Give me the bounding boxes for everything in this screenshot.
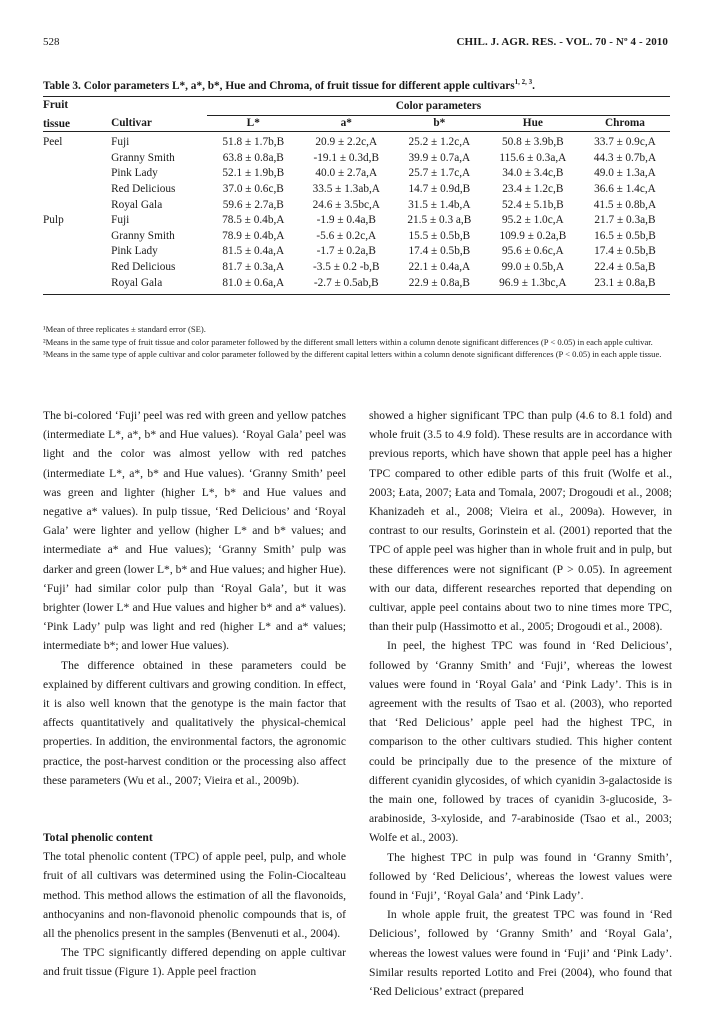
- cell-b: 21.5 ± 0.3 a,B: [407, 214, 472, 227]
- page-number: 528: [43, 36, 60, 48]
- cell-a: -1.9 ± 0.4a,B: [316, 214, 376, 227]
- cell-a: 20.9 ± 2.2c,A: [315, 136, 378, 149]
- cell-l: 81.5 ± 0.4a,A: [222, 245, 285, 258]
- cell-chroma: 44.3 ± 0.7b,A: [593, 151, 657, 164]
- footnote-1: ¹Mean of three replicates ± standard error (SE).: [43, 324, 206, 334]
- cell-cultivar: Red Delicious: [111, 260, 176, 273]
- cell-b: 15.5 ± 0.5b,B: [408, 229, 471, 242]
- cell-cultivar: Royal Gala: [97, 276, 207, 295]
- cell-chroma: 22.4 ± 0.5a,B: [594, 260, 656, 273]
- table-row: [43, 229, 670, 245]
- table-row: [43, 198, 670, 214]
- right-text-column: [369, 406, 672, 1001]
- cell-l: 59.6 ± 2.7a,B: [222, 198, 284, 211]
- header-color-parameters: Color parameters: [207, 97, 670, 116]
- cell-a: 33.5 ± 1.3ab,A: [312, 182, 380, 195]
- cell-l: 51.8 ± 1.7b,B: [222, 136, 285, 149]
- header-fruit-tissue: [43, 97, 97, 116]
- cell-l: 52.1 ± 1.9b,B: [222, 167, 285, 180]
- table-row: [43, 244, 670, 260]
- cell-hue: 96.9 ± 1.3bc,A: [486, 276, 580, 295]
- table-row: [43, 151, 670, 167]
- footnote-2: ²Means in the same type of fruit tissue and color parameter followed by the different small letters within a column denote significant differences (P < 0.05) in each apple cultivar.: [43, 336, 653, 347]
- cell-chroma: 49.0 ± 1.3a,A: [594, 167, 656, 180]
- cell-b: 17.4 ± 0.5b,B: [408, 245, 471, 258]
- cell-chroma: 33.7 ± 0.9c,A: [594, 136, 656, 149]
- section-heading-total-phenolic: Total phenolic content: [43, 831, 153, 845]
- color-parameters-table: [43, 96, 670, 295]
- cell-hue: 50.8 ± 3.9b,B: [501, 136, 564, 149]
- table-row: [43, 276, 670, 295]
- cell-b: 31.5 ± 1.4b,A: [408, 198, 471, 211]
- paragraph-tpc-differences: The TPC significantly differed depending on apple cultivar and fruit tissue (Figure 1). Apple peel fraction: [43, 946, 346, 979]
- cell-chroma: 36.6 ± 1.4c,A: [594, 182, 656, 195]
- cell-b: 25.7 ± 1.7c,A: [408, 167, 471, 180]
- header-fruit-tissue-line2: tissue: [43, 115, 97, 132]
- table-caption: Table 3. Color parameters L*, a*, b*, Hue and Chroma, of fruit tissue for different apple cultivars$^{1, 2, 3}$.: [43, 78, 535, 92]
- paragraph-tpc-pulp: The highest TPC in pulp was found in ‘Granny Smith’, followed by ‘Red Delicious’, whereas the lowest values were found in ‘Fuji’, ‘Royal Gala’ and ‘Pink Lady’.: [369, 850, 672, 903]
- paragraph-tpc-method: The total phenolic content (TPC) of apple peel, pulp, and whole fruit of all cultivars was determined using the Folin-Ciocalteau method. This method allows the estimation of all the flavonoids, anthocyanins and non-flavonoid phenolic compounds that is, of all the phenolics present in the samples (Benvenuti et al., 2004).: [43, 850, 346, 941]
- cell-b: 14.7 ± 0.9d,B: [408, 182, 471, 195]
- cell-cultivar: Fuji: [111, 214, 130, 227]
- cell-fruit-tissue: [43, 166, 97, 182]
- cell-fruit-tissue: Peel: [43, 136, 63, 149]
- cell-l: 37.0 ± 0.6c,B: [222, 182, 284, 195]
- journal-running-head: CHIL. J. AGR. RES. - VOL. 70 - Nº 4 - 2010: [456, 36, 668, 48]
- cell-hue: 95.2 ± 1.0c,A: [501, 214, 564, 227]
- header-fruit-tissue-line1: Fruit: [43, 99, 69, 111]
- cell-b: 22.9 ± 0.8a,B: [393, 276, 486, 295]
- cell-a: -5.6 ± 0.2c,A: [316, 229, 377, 242]
- cell-hue: 109.9 ± 0.2a,B: [499, 229, 567, 242]
- header-b-star: b*: [393, 115, 486, 132]
- table-row: [43, 132, 670, 151]
- table-row: [43, 166, 670, 182]
- cell-cultivar: Granny Smith: [111, 229, 175, 242]
- cell-hue: 34.0 ± 3.4c,B: [502, 167, 564, 180]
- cell-fruit-tissue: [43, 182, 97, 198]
- cell-b: 25.2 ± 1.2c,A: [408, 136, 471, 149]
- header-chroma: Chroma: [580, 115, 670, 132]
- cell-l: 78.9 ± 0.4b,A: [222, 229, 285, 242]
- cell-a: -19.1 ± 0.3d,B: [313, 151, 380, 164]
- cell-chroma: 21.7 ± 0.3a,B: [594, 214, 656, 227]
- table-body: [43, 132, 670, 295]
- table-row: [43, 260, 670, 276]
- cell-cultivar: Granny Smith: [111, 151, 175, 164]
- table-footnotes: [43, 323, 673, 361]
- cell-b: 39.9 ± 0.7a,A: [408, 151, 471, 164]
- cell-a: -2.7 ± 0.5ab,B: [300, 276, 393, 295]
- cell-fruit-tissue: [43, 229, 97, 245]
- cell-cultivar: Red Delicious: [111, 182, 176, 195]
- cell-l: 78.5 ± 0.4b,A: [222, 214, 285, 227]
- cell-chroma: 16.5 ± 0.5b,B: [594, 229, 656, 242]
- cell-fruit-tissue: [43, 276, 97, 295]
- cell-chroma: 23.1 ± 0.8a,B: [580, 276, 670, 295]
- cell-a: 40.0 ± 2.7a,A: [315, 167, 378, 180]
- cell-hue: 115.6 ± 0.3a,A: [499, 151, 567, 164]
- cell-a: -1.7 ± 0.2a,B: [316, 245, 376, 258]
- header-cultivar: Cultivar: [97, 115, 207, 132]
- left-text-column: [43, 406, 346, 982]
- cell-hue: 52.4 ± 5.1b,B: [501, 198, 564, 211]
- cell-fruit-tissue: [43, 260, 97, 276]
- footnote-3: ³Means in the same type of apple cultivar and color parameter followed by the different capital letters within a column denote significant differences (P < 0.05) in each apple tissue.: [43, 349, 662, 360]
- cell-fruit-tissue: [43, 244, 97, 260]
- cell-cultivar: Pink Lady: [111, 245, 158, 258]
- cell-cultivar: Fuji: [111, 136, 130, 149]
- cell-cultivar: Pink Lady: [111, 167, 158, 180]
- cell-hue: 23.4 ± 1.2c,B: [502, 182, 564, 195]
- table-caption-footnote-refs: 1, 2, 3: [514, 78, 533, 86]
- cell-l: 81.7 ± 0.3a,A: [222, 260, 285, 273]
- cell-b: 22.1 ± 0.4a,A: [408, 260, 471, 273]
- cell-fruit-tissue: Pulp: [43, 214, 64, 227]
- cell-chroma: 17.4 ± 0.5b,B: [594, 245, 656, 258]
- cell-a: -3.5 ± 0.2 -b,B: [313, 260, 380, 273]
- header-l-star: L*: [207, 115, 300, 132]
- cell-hue: 95.6 ± 0.6c,A: [501, 245, 564, 258]
- paragraph-tpc-peel-comparison: showed a higher significant TPC than pulp (4.6 to 8.1 fold) and whole fruit (3.5 to 4.9 fold). These results are in accordance with previous reports, which have shown that apple peel has a higher TPC compared to other edible parts of this fruit (Wolfe et al., 2003; Łata, 2007; Łata and Tomala, 2007; Drogoudi et al., 2008; Khanizadeh et al., 2008; Vieira et al., 2009a). However, in contrast to our results, Gorinstein et al. (2001) reported that the TPC of apple peel was higher than in whole fruit and in pulp, but these differences were not significant (P > 0.05). In agreement with our data, different researches reported that depending on cultivar, apple peel contains about two to nine times more TPC, than their pulp (Hassimotto et al., 2005; Drogoudi et al., 2008).: [369, 409, 672, 634]
- paragraph-tpc-whole-fruit: In whole apple fruit, the greatest TPC was found in ‘Red Delicious’, followed by ‘Granny Smith’ and ‘Royal Gala’, whereas the lowest values were found in ‘Fuji’ and ‘Pink Lady’. Similar results reported Lotito and Frei (2004), who found that ‘Red Delicious’ extract (prepared: [369, 908, 672, 999]
- table-row: [43, 213, 670, 229]
- cell-l: 63.8 ± 0.8a,B: [222, 151, 284, 164]
- header-a-star: a*: [300, 115, 393, 132]
- cell-cultivar: Royal Gala: [111, 198, 163, 211]
- cell-hue: 99.0 ± 0.5b,A: [501, 260, 565, 273]
- cell-fruit-tissue: [43, 151, 97, 167]
- cell-fruit-tissue: [43, 198, 97, 214]
- cell-l: 81.0 ± 0.6a,A: [207, 276, 300, 295]
- table-row: [43, 182, 670, 198]
- header-hue: Hue: [486, 115, 580, 132]
- paragraph-tpc-peel-cultivars: In peel, the highest TPC was found in ‘Red Delicious’, followed by ‘Granny Smith’ and ‘Fuji’, whereas the lowest values were found in ‘Royal Gala’ and ‘Pink Lady’. This is in agreement with the results of Tsao et al. (2003), who reported that ‘Red Delicious’ apple peel had the highest TPC, in comparison to the other cultivars studied. This higher content could be principally due to the presence of the mixture of different cyanidin glycosides, of which cyanidin 3-galactoside is the main one, followed by traces of cyanidin 3-glucoside, 3-arabinoside, 3-xyloside, and 7-arabinoside (Tsao et al., 2003; Wolfe et al., 2003).: [369, 639, 672, 845]
- paragraph-color-discussion: The difference obtained in these parameters could be explained by different cultivars and growing condition. In effect, it is also well known that the genotype is the main factor that affects quantitatively and qualitatively the physical-chemical properties. In addition, the environmental factors, the agronomic practice, the post-harvest condition or the processing also affect these parameters (Wu et al., 2007; Vieira et al., 2009b).: [43, 658, 346, 787]
- cell-chroma: 41.5 ± 0.8b,A: [593, 198, 657, 211]
- table-caption-text: Table 3. Color parameters L*, a*, b*, Hue and Chroma, of fruit tissue for different apple cultivars: [43, 79, 515, 92]
- cell-a: 24.6 ± 3.5bc,A: [312, 198, 380, 211]
- paragraph-color-description: The bi-colored ‘Fuji’ peel was red with green and yellow patches (intermediate L*, a*, b* and Hue values). ‘Royal Gala’ peel was light and the color was almost yellow with red patches (intermediate L*, a*, b* and Hue values). ‘Granny Smith’ peel was green and lighter (higher L*, b* and Hue values and negative a* values). In pulp tissue, ‘Red Delicious’ and ‘Royal Gala’ were lighter and yellow (higher L* and b* values; and intermediate a* and Hue values); ‘Granny Smith’ pulp was darker and green (lower L*, b* and Hue values; and higher Hue). ‘Fuji’ had similar color pulp than ‘Royal Gala’, but it was brighter (lower L* and Hue values and higher b* and a* values). ‘Pink Lady’ pulp was light and red (higher L* and a* values; intermediate b*; and lower Hue values).: [43, 409, 346, 653]
